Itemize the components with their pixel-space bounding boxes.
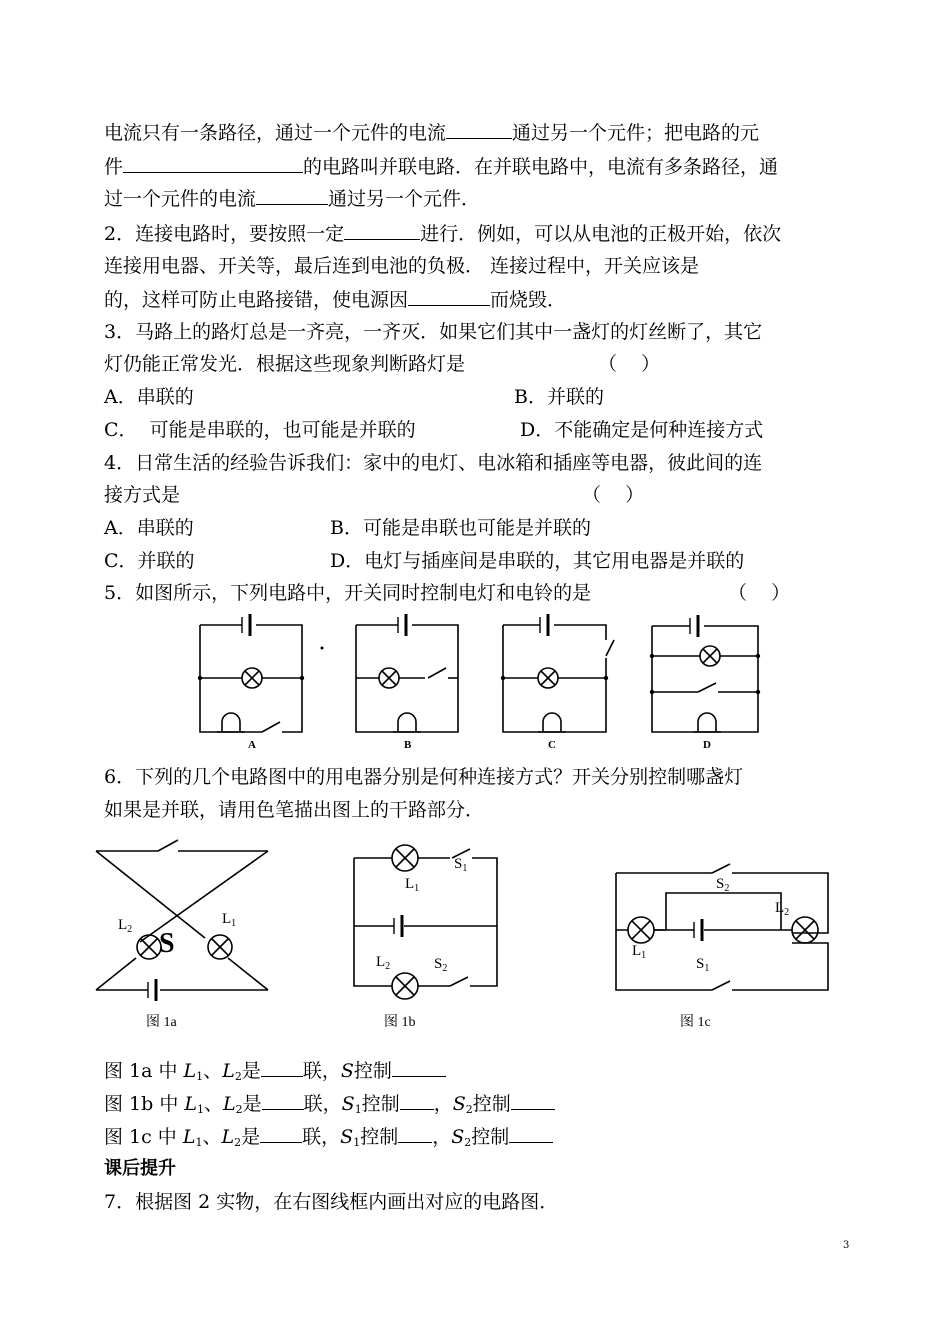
circuit-label-b: B: [404, 739, 412, 751]
fig1b-caption: 图 1b: [384, 1015, 416, 1030]
q3-answer-paren[interactable]: （ ）: [598, 353, 661, 375]
q6-line1: 6．下列的几个电路图中的用电器分别是何种连接方式？开关分别控制哪盏灯: [104, 766, 744, 788]
fig1b-label-l1: $L_1$: [405, 876, 420, 894]
q6-line2: 如果是并联，请用色笔描出图上的干路部分．: [104, 799, 485, 821]
fig1c-caption: 图 1c: [680, 1015, 711, 1030]
fig1c-answer-line: 图 1c 中 $L_1$、$L_2$是 联，$S_1$控制 ，$S_2$控制: [104, 1124, 553, 1155]
fig1c-label-l2: $L_2$: [775, 900, 790, 918]
blank-1b-s2[interactable]: [511, 1091, 555, 1110]
circuit-c: [503, 614, 614, 732]
fig1c-label-l1: $L_1$: [632, 943, 647, 961]
blank-1c-s2[interactable]: [509, 1124, 553, 1143]
q1-line1: 电流只有一条路径，通过一个元件的电流 通过另一个元件；把电路的元: [104, 122, 760, 144]
page-number: 3: [843, 1240, 850, 1251]
circuit-a: [200, 614, 302, 732]
q4-answer-paren[interactable]: （ ）: [582, 484, 645, 506]
section-title: 课后提升: [104, 1158, 176, 1179]
circuit-d: [652, 615, 758, 732]
circuit-label-d: D: [703, 739, 711, 751]
q3-option-b: B．并联的: [514, 386, 604, 408]
q3-line1: 3．马路上的路灯总是一齐亮，一齐灭．如果它们其中一盏灯的灯丝断了，其它: [104, 321, 763, 343]
fig1a-switch-s: S: [159, 928, 175, 959]
fig1a-label-l1: $L_1$: [222, 911, 237, 929]
fig1c-label-s1: $S_1$: [696, 956, 710, 974]
blank-1c-s1[interactable]: [398, 1124, 432, 1143]
q3-option-a: A．串联的: [104, 386, 194, 408]
fig1b-label-s1: $S_1$: [454, 856, 468, 874]
q7-line1: 7．根据图 2 实物，在右图线框内画出对应的电路图．: [104, 1191, 559, 1213]
fig1a-caption: 图 1a: [146, 1015, 177, 1030]
q5-answer-paren[interactable]: （ ）: [728, 582, 791, 604]
q4-option-d: D．电灯与插座间是串联的，其它用电器是并联的: [330, 550, 745, 572]
blank-1a-type[interactable]: [261, 1058, 303, 1077]
q5-line1: 5．如图所示，下列电路中，开关同时控制电灯和电铃的是: [104, 582, 592, 604]
fig1a-label-l2: $L_2$: [118, 917, 133, 935]
circuit-label-c: C: [548, 739, 556, 751]
blank-1b-type[interactable]: [262, 1091, 304, 1110]
q4-line2: 接方式是: [104, 484, 181, 506]
q4-option-c: C．并联的: [104, 550, 195, 572]
circuit-b: [356, 614, 458, 732]
q4-line1: 4．日常生活的经验告诉我们：家中的电灯、电冰箱和插座等电器，彼此间的连: [104, 452, 763, 474]
q2-line1: 2．连接电路时，要按照一定 进行．例如，可以从电池的正极开始，依次: [104, 223, 782, 245]
fig1b-label-s2: $S_2$: [434, 956, 448, 974]
fig1c-label-s2: $S_2$: [716, 876, 730, 894]
blank-1a-s[interactable]: [392, 1058, 446, 1077]
fig1b-label-l2: $L_2$: [376, 954, 391, 972]
q2-line3: 的，这样可防止电路接错，使电源因 而烧毁．: [104, 289, 567, 311]
q2-line2: 连接用电器、开关等，最后连到电池的负极． 连接过程中，开关应该是: [104, 255, 700, 277]
blank-1c-type[interactable]: [260, 1124, 302, 1143]
q3-option-c: C． 可能是串联的，也可能是并联的: [104, 419, 416, 441]
q4-option-b: B．可能是串联也可能是并联的: [330, 517, 591, 539]
fig1b-answer-line: 图 1b 中 $L_1$、$L_2$是 联，$S_1$控制 ，$S_2$控制: [104, 1091, 555, 1122]
fig-1b: [354, 845, 497, 999]
q4-option-a: A．串联的: [104, 517, 194, 539]
circuit-label-a: A: [248, 739, 256, 751]
q3-option-d: D．不能确定是何种连接方式: [520, 419, 764, 441]
q1-line3: 过一个元件的电流 通过另一个元件．: [104, 188, 481, 210]
fig1a-answer-line: 图 1a 中 $L_1$、$L_2$是 联，S控制: [104, 1058, 446, 1089]
q1-line2: 件 的电路叫并联电路．在并联电路中，电流有多条路径，通: [104, 156, 779, 178]
blank-1b-s1[interactable]: [400, 1091, 434, 1110]
q3-line2: 灯仍能正常发光．根据这些现象判断路灯是: [104, 353, 466, 375]
